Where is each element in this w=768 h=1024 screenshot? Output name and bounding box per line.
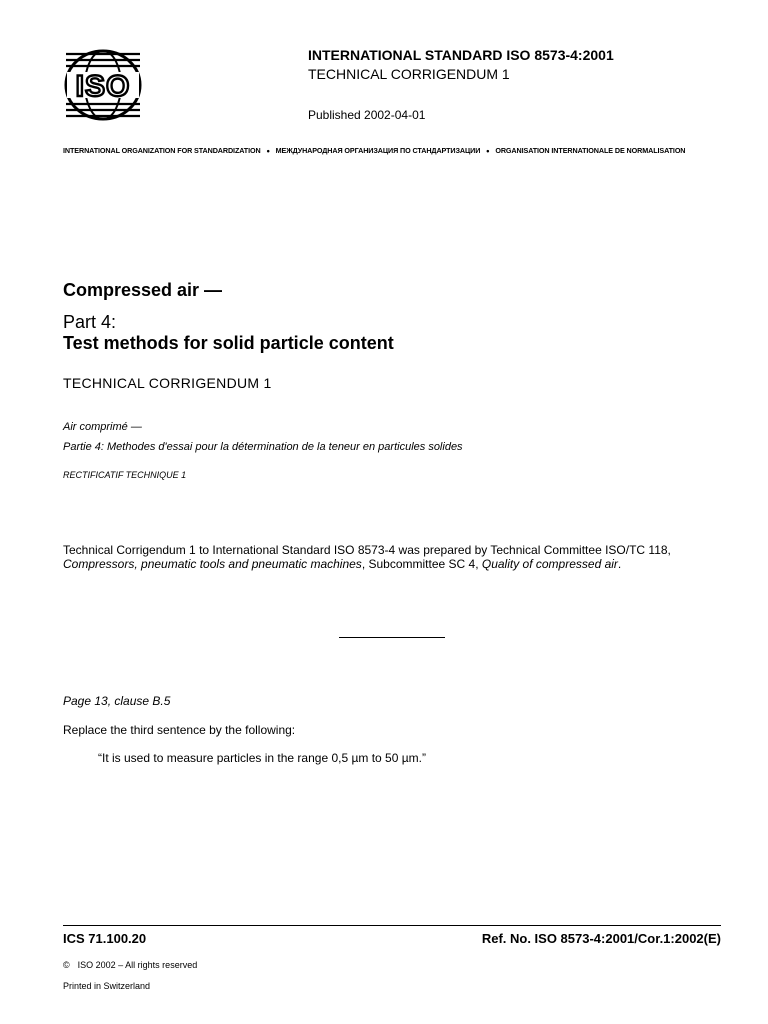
printed-location: Printed in Switzerland: [63, 981, 151, 991]
separator-line: [339, 637, 445, 638]
document-part: Part 4:: [63, 312, 117, 332]
subcommittee-name: Quality of compressed air: [481, 557, 618, 571]
committee-name: Compressors, pneumatic tools and pneumatic machines: [63, 557, 362, 571]
document-subtitle: Test methods for solid particle content: [63, 333, 394, 353]
standard-title: INTERNATIONAL STANDARD ISO 8573-4:2001: [308, 47, 614, 63]
org-name-fr: ORGANISATION INTERNATIONALE DE NORMALISATION: [495, 146, 686, 155]
french-title: Air comprimé —: [63, 421, 142, 433]
replacement-quote: “It is used to measure particles in the range 0,5 µm to 50 µm.”: [98, 751, 426, 765]
corrigendum-heading: TECHNICAL CORRIGENDUM 1: [63, 375, 272, 391]
copyright-icon: ©: [63, 960, 70, 970]
org-name-ru: МЕЖДУНАРОДНАЯ ОРГАНИЗАЦИЯ ПО СТАНДАРТИЗАЦИИ: [275, 146, 481, 155]
iso-globe-icon: [64, 48, 142, 122]
bullet-separator: •: [266, 146, 270, 156]
french-part: Partie 4: Methodes d'essai pour la détermination de la teneur en particules solides: [63, 441, 463, 453]
copyright-text: ISO 2002 – All rights reserved: [77, 960, 198, 970]
corrigendum-label: TECHNICAL CORRIGENDUM 1: [308, 66, 510, 82]
reference-number: Ref. No. ISO 8573-4:2001/Cor.1:2002(E): [481, 931, 721, 946]
iso-logo: [64, 48, 142, 122]
intro-text: .: [617, 557, 622, 571]
org-name-en: INTERNATIONAL ORGANIZATION FOR STANDARDIZATION: [63, 146, 261, 155]
intro-text: , Subcommittee SC 4,: [361, 557, 482, 571]
bullet-separator: •: [486, 146, 490, 156]
logo-text: ISO: [75, 70, 131, 103]
organization-line: [63, 146, 721, 156]
published-date: Published 2002-04-01: [308, 108, 426, 122]
intro-paragraph: [63, 543, 733, 571]
replace-instruction: Replace the third sentence by the following:: [63, 723, 296, 737]
french-rectificatif: RECTIFICATIF TECHNIQUE 1: [63, 470, 187, 480]
footer-rule: [63, 925, 721, 926]
intro-text: Technical Corrigendum 1 to International Standard ISO 8573-4 was prepared by Technical Committee ISO/TC 118,: [63, 543, 671, 557]
document-title: Compressed air —: [63, 280, 223, 300]
ics-code: ICS 71.100.20: [63, 931, 147, 946]
copyright-line: [63, 960, 197, 970]
clause-reference: Page 13, clause B.5: [63, 694, 171, 708]
